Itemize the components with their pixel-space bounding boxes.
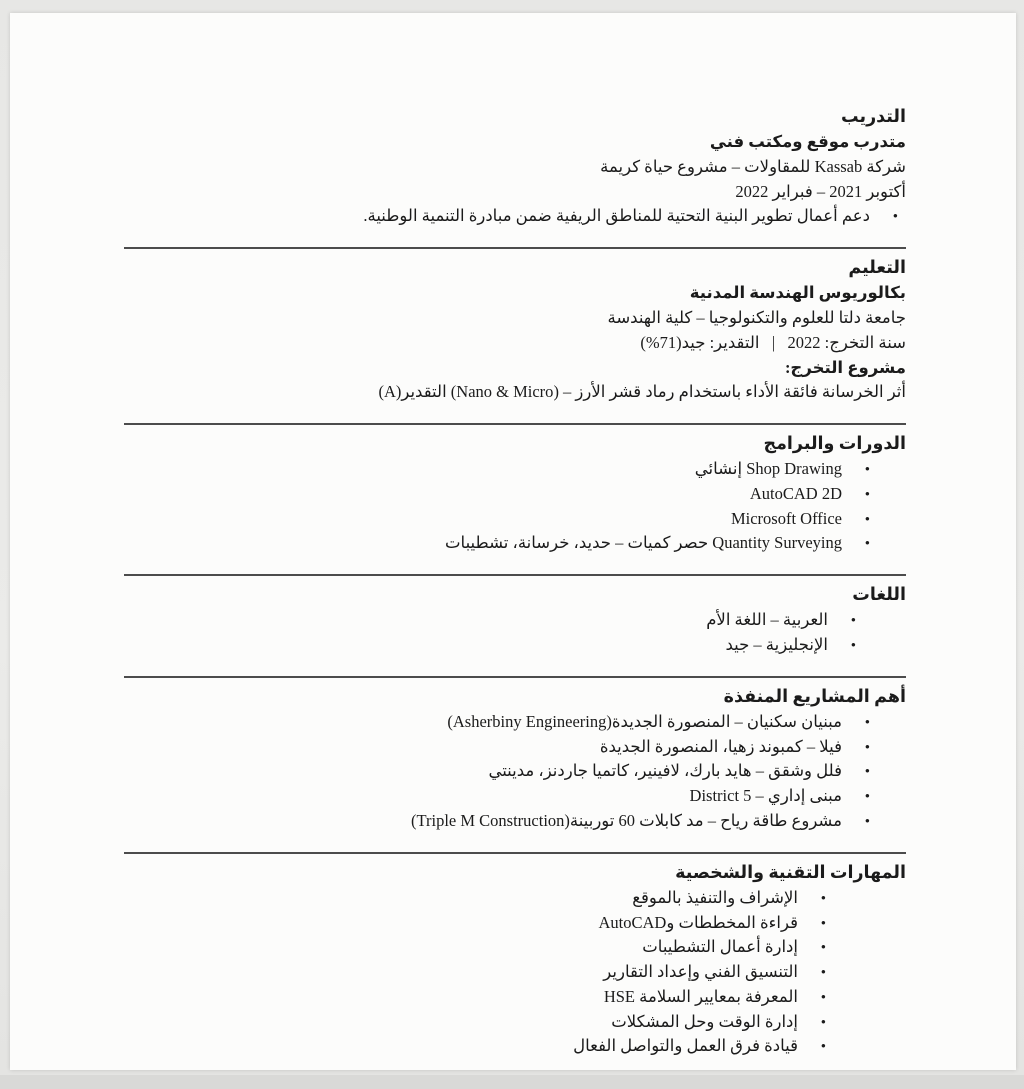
section-title: المهارات التقنية والشخصية — [675, 861, 906, 882]
resume-section — [124, 430, 906, 556]
section-title: التدريب — [841, 106, 906, 126]
resume-section — [124, 581, 906, 658]
section-title: أهم المشاريع المنفذة — [723, 685, 906, 706]
bullet-item — [124, 204, 906, 229]
bullet-icon: • — [864, 739, 870, 756]
bullet-text: Shop Drawing إنشائي — [694, 459, 842, 479]
subheading-line: مشروع التخرج: — [784, 357, 906, 377]
bullet-icon: • — [850, 638, 856, 654]
bullet-icon: • — [892, 209, 898, 226]
bullet-item — [124, 960, 906, 985]
bullet-text: التنسيق الفني وإعداد التقارير — [603, 962, 798, 981]
bullet-item — [124, 531, 906, 556]
resume-section — [124, 103, 906, 229]
bullet-icon: • — [820, 890, 826, 907]
bullet-icon: • — [864, 789, 870, 806]
bullet-item — [124, 784, 906, 809]
bullet-text: مبنى إداري – District 5 — [689, 786, 842, 806]
bullet-item — [124, 935, 906, 960]
bullet-text: Microsoft Office — [730, 508, 842, 528]
bullet-item — [124, 809, 906, 834]
resume-section — [124, 683, 906, 834]
bullet-icon: • — [864, 511, 870, 528]
bullet-item — [124, 911, 906, 936]
bullet-text: Quantity Surveying حصر كميات – حديد، خرسانة، تشطيبات — [445, 533, 842, 553]
bullet-text: قراءة المخططات وAutoCAD — [598, 912, 798, 932]
bullet-icon: • — [820, 989, 826, 1006]
resume-page — [10, 13, 1016, 1070]
section-divider — [124, 676, 906, 678]
section-divider — [124, 852, 906, 854]
bullet-text: دعم أعمال تطوير البنية التحتية للمناطق الريفية ضمن مبادرة التنمية الوطنية. — [363, 206, 870, 226]
bullet-icon: • — [864, 486, 870, 503]
bullet-text: الإشراف والتنفيذ بالموقع — [632, 887, 798, 907]
section-title: اللغات — [852, 584, 906, 605]
bullet-text: فلل وشقق – هايد بارك، لافينير، كاتميا جاردنز، مدينتي — [488, 761, 842, 781]
bullet-text: الإنجليزية – جيد — [725, 635, 828, 654]
bullet-text: إدارة أعمال التشطيبات — [642, 937, 798, 957]
subheading-line: متدرب موقع ومكتب فني — [709, 132, 906, 152]
section-title: التعليم — [848, 257, 906, 278]
bullet-text: قيادة فرق العمل والتواصل الفعال — [573, 1036, 798, 1056]
bullet-text: إدارة الوقت وحل المشكلات — [611, 1011, 798, 1031]
bullet-item — [124, 886, 906, 911]
section-title: الدورات والبرامج — [763, 433, 906, 453]
bullet-item — [124, 608, 906, 633]
resume-section — [124, 254, 906, 405]
bullet-icon: • — [820, 1014, 826, 1031]
text-line: شركة Kassab للمقاولات – مشروع حياة كريمة — [600, 156, 906, 176]
text-line: أكتوبر 2021 – فبراير 2022 — [735, 181, 906, 201]
section-divider — [124, 423, 906, 425]
bullet-text: AutoCAD 2D — [749, 483, 842, 503]
resume-content — [10, 13, 1016, 1089]
text-line: أثر الخرسانة فائقة الأداء باستخدام رماد قشر الأرز – (Nano & Micro) التقدير(A) — [378, 382, 906, 402]
bullet-item — [124, 759, 906, 784]
bullet-item — [124, 1034, 906, 1059]
resume-section — [124, 859, 906, 1059]
bullet-text: العربية – اللغة الأم — [706, 610, 828, 630]
bullet-text: مبنيان سكنيان – المنصورة الجديدة(Asherbiny Engineering) — [447, 711, 842, 731]
bullet-icon: • — [864, 813, 870, 830]
bullet-item — [124, 482, 906, 507]
bullet-icon: • — [864, 462, 870, 479]
subheading-line: بكالوريوس الهندسة المدنية — [689, 283, 906, 303]
bullet-icon: • — [820, 965, 826, 981]
bullet-icon: • — [820, 915, 826, 932]
bullet-item — [124, 985, 906, 1010]
bullet-item — [124, 633, 906, 658]
resume-sections — [124, 103, 906, 1059]
text-line: سنة التخرج: 2022 | التقدير: جيد(71%) — [640, 332, 906, 352]
section-divider — [124, 247, 906, 249]
bullet-item — [124, 735, 906, 760]
text-line: جامعة دلتا للعلوم والتكنولوجيا – كلية الهندسة — [607, 308, 906, 327]
bullet-text: مشروع طاقة رياح – مد كابلات 60 توربينة(Triple M Construction) — [411, 810, 842, 830]
bullet-item — [124, 710, 906, 735]
bullet-icon: • — [820, 1039, 826, 1056]
bullet-text: فيلا – كمبوند زهيا، المنصورة الجديدة — [599, 736, 842, 756]
bullet-item — [124, 507, 906, 532]
section-divider — [124, 574, 906, 576]
bullet-icon: • — [864, 536, 870, 553]
bullet-icon: • — [864, 714, 870, 731]
bullet-icon: • — [820, 940, 826, 957]
bullet-icon: • — [850, 613, 856, 630]
bullet-icon: • — [864, 764, 870, 781]
bullet-item — [124, 457, 906, 482]
bullet-text: المعرفة بمعايير السلامة HSE — [603, 986, 798, 1006]
bullet-item — [124, 1010, 906, 1035]
